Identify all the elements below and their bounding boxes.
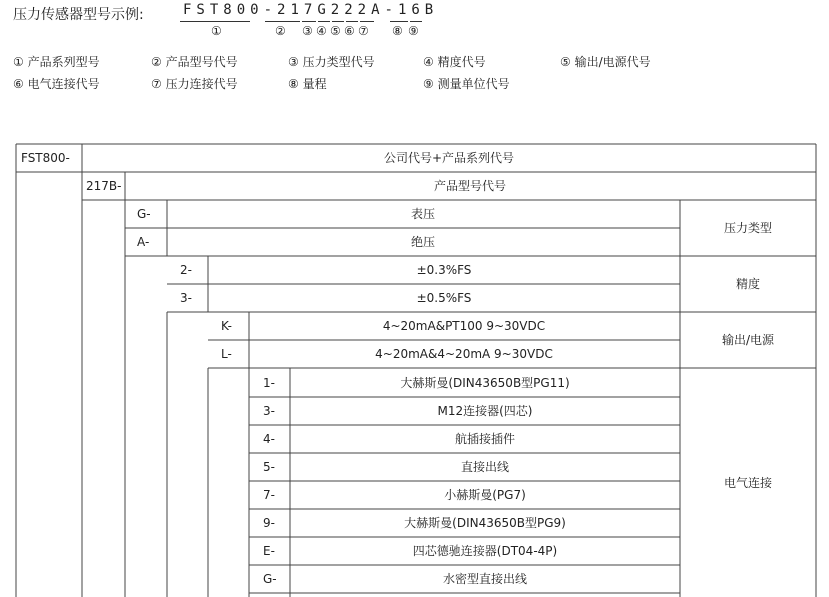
- pressure-desc-absolute: 绝压: [410, 235, 436, 249]
- model-seg-pressure: G: [317, 2, 331, 18]
- accuracy-desc-05: ±0.5%FS: [416, 291, 472, 305]
- legend-item-2: ② 产品型号代号: [151, 55, 238, 69]
- model-seg-output: 2: [344, 2, 358, 18]
- pressure-type-label: 压力类型: [723, 221, 773, 235]
- model-seg-electrical: 2: [357, 2, 372, 18]
- model-seg-connection: A: [371, 2, 385, 18]
- electrical-desc-3: M12连接器(四芯): [437, 404, 533, 418]
- electrical-code-4: 4-: [263, 432, 275, 446]
- legend-item-1: ① 产品系列型号: [13, 55, 100, 69]
- electrical-code-5: 5-: [263, 460, 275, 474]
- model-seg-series: FST800: [183, 2, 264, 18]
- model-code: 217B-: [86, 179, 122, 193]
- legend-item-9: ⑨ 测量单位代号: [423, 77, 510, 91]
- underline-output: [332, 21, 344, 22]
- model-example: [183, 2, 438, 18]
- underline-range: [390, 21, 408, 22]
- electrical-desc-7: 小赫斯曼(PG7): [444, 488, 526, 502]
- electrical-desc-5: 直接出线: [460, 460, 510, 474]
- pressure-code-a: A-: [137, 235, 150, 249]
- model-seg-unit: B: [424, 2, 439, 18]
- underline-connection: [360, 21, 374, 22]
- model-desc: 产品型号代号: [433, 179, 507, 193]
- underline-model: [265, 21, 300, 22]
- electrical-desc-g: 水密型直接出线: [442, 572, 528, 586]
- model-seg-dash2: -: [384, 2, 398, 18]
- accuracy-desc-03: ±0.3%FS: [416, 263, 472, 277]
- marker-3: ③: [302, 24, 313, 38]
- pressure-desc-gauge: 表压: [410, 207, 436, 221]
- marker-7: ⑦: [358, 24, 369, 38]
- legend-item-8: ⑧ 量程: [288, 77, 327, 91]
- accuracy-label: 精度: [735, 277, 761, 291]
- series-desc: 公司代号+产品系列代号: [383, 151, 515, 165]
- marker-5: ⑤: [330, 24, 341, 38]
- electrical-label: 电气连接: [723, 476, 773, 490]
- marker-6: ⑥: [344, 24, 355, 38]
- legend-item-4: ④ 精度代号: [423, 55, 486, 69]
- electrical-code-e: E-: [263, 544, 275, 558]
- marker-4: ④: [316, 24, 327, 38]
- output-code-l: L-: [221, 347, 232, 361]
- accuracy-code-3: 3-: [180, 291, 192, 305]
- electrical-code-9: 9-: [263, 516, 275, 530]
- output-power-label: 输出/电源: [721, 333, 775, 347]
- electrical-code-1: 1-: [263, 376, 275, 390]
- electrical-desc-e: 四芯德驰连接器(DT04-4P): [412, 544, 558, 558]
- model-seg-model: 217: [277, 2, 318, 18]
- underline-unit: [410, 21, 422, 22]
- output-code-k: K-: [221, 319, 232, 333]
- legend-item-5: ⑤ 输出/电源代号: [560, 55, 651, 69]
- series-code: FST800-: [21, 151, 70, 165]
- legend-item-7: ⑦ 压力连接代号: [151, 77, 238, 91]
- electrical-desc-4: 航插接插件: [454, 432, 516, 446]
- marker-8: ⑧: [392, 24, 403, 38]
- electrical-desc-9: 大赫斯曼(DIN43650B型PG9): [404, 516, 566, 530]
- underline-pressure: [302, 21, 316, 22]
- accuracy-code-2: 2-: [180, 263, 192, 277]
- electrical-desc-1: 大赫斯曼(DIN43650B型PG11): [400, 376, 570, 390]
- electrical-code-3: 3-: [263, 404, 275, 418]
- underline-accuracy: [318, 21, 330, 22]
- electrical-code-7: 7-: [263, 488, 275, 502]
- underline-electrical: [346, 21, 358, 22]
- legend-item-6: ⑥ 电气连接代号: [13, 77, 100, 91]
- page-title: 压力传感器型号示例:: [13, 7, 144, 23]
- model-seg-range: 16: [397, 2, 425, 18]
- marker-9: ⑨: [408, 24, 419, 38]
- underline-series: [180, 21, 250, 22]
- output-desc-l: 4~20mA&4~20mA 9~30VDC: [375, 347, 553, 361]
- output-desc-k: 4~20mA&PT100 9~30VDC: [382, 319, 546, 333]
- marker-1: ①: [211, 24, 222, 38]
- legend-item-3: ③ 压力类型代号: [288, 55, 375, 69]
- electrical-code-g: G-: [263, 572, 277, 586]
- pressure-code-g: G-: [137, 207, 151, 221]
- marker-2: ②: [275, 24, 286, 38]
- model-seg-accuracy: 2: [330, 2, 345, 18]
- model-seg-dash1: -: [263, 2, 278, 18]
